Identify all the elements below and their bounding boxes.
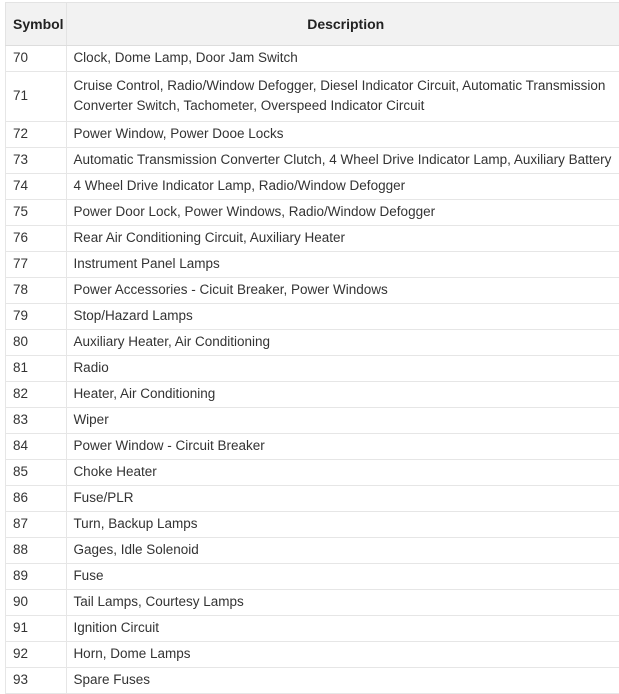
header-row: [6, 3, 619, 46]
table-row: [6, 200, 619, 226]
symbol-cell: 77: [6, 252, 67, 278]
symbol-cell: 84: [6, 434, 67, 460]
table-row: [6, 486, 619, 512]
symbol-cell: 90: [6, 590, 67, 616]
symbol-cell: 70: [6, 46, 67, 72]
table-row: [6, 226, 619, 252]
column-header-description: Description: [67, 3, 619, 46]
description-cell: Power Window, Power Dooe Locks: [67, 122, 619, 148]
table-row: [6, 304, 619, 330]
symbol-cell: 74: [6, 174, 67, 200]
table-row: [6, 278, 619, 304]
table-row: [6, 642, 619, 668]
symbol-cell: 89: [6, 564, 67, 590]
description-cell: Power Window - Circuit Breaker: [67, 434, 619, 460]
symbol-cell: 86: [6, 486, 67, 512]
description-cell: Cruise Control, Radio/Window Defogger, Diesel Indicator Circuit, Automatic Transmission Converter Switch, Tachometer, Overspeed Indicator Circuit: [67, 72, 619, 122]
table-row: [6, 356, 619, 382]
description-cell: Auxiliary Heater, Air Conditioning: [67, 330, 619, 356]
symbol-cell: 75: [6, 200, 67, 226]
symbol-cell: 79: [6, 304, 67, 330]
table-row: [6, 148, 619, 174]
table-row: [6, 382, 619, 408]
table-row: [6, 460, 619, 486]
symbol-cell: 91: [6, 616, 67, 642]
symbol-cell: 73: [6, 148, 67, 174]
table-row: [6, 174, 619, 200]
table-row: [6, 434, 619, 460]
symbol-cell: 76: [6, 226, 67, 252]
fuse-symbol-table: [5, 2, 619, 694]
description-cell: Fuse: [67, 564, 619, 590]
description-cell: Power Door Lock, Power Windows, Radio/Window Defogger: [67, 200, 619, 226]
description-cell: Ignition Circuit: [67, 616, 619, 642]
description-cell: Heater, Air Conditioning: [67, 382, 619, 408]
symbol-cell: 80: [6, 330, 67, 356]
table-row: [6, 538, 619, 564]
symbol-cell: 92: [6, 642, 67, 668]
table-row: [6, 330, 619, 356]
table-row: [6, 408, 619, 434]
symbol-cell: 82: [6, 382, 67, 408]
table-row: [6, 668, 619, 694]
description-cell: Rear Air Conditioning Circuit, Auxiliary Heater: [67, 226, 619, 252]
symbol-cell: 85: [6, 460, 67, 486]
symbol-cell: 93: [6, 668, 67, 694]
symbol-cell: 88: [6, 538, 67, 564]
table-row: [6, 122, 619, 148]
description-cell: Instrument Panel Lamps: [67, 252, 619, 278]
symbol-cell: 78: [6, 278, 67, 304]
symbol-cell: 81: [6, 356, 67, 382]
description-cell: Gages, Idle Solenoid: [67, 538, 619, 564]
table-header: [6, 3, 619, 46]
table-row: [6, 72, 619, 122]
description-cell: 4 Wheel Drive Indicator Lamp, Radio/Window Defogger: [67, 174, 619, 200]
symbol-cell: 87: [6, 512, 67, 538]
table-row: [6, 46, 619, 72]
description-cell: Power Accessories - Cicuit Breaker, Power Windows: [67, 278, 619, 304]
description-cell: Choke Heater: [67, 460, 619, 486]
column-header-symbol: Symbol: [6, 3, 67, 46]
description-cell: Fuse/PLR: [67, 486, 619, 512]
description-cell: Wiper: [67, 408, 619, 434]
symbol-cell: 72: [6, 122, 67, 148]
table-row: [6, 616, 619, 642]
symbol-cell: 83: [6, 408, 67, 434]
description-cell: Radio: [67, 356, 619, 382]
description-cell: Horn, Dome Lamps: [67, 642, 619, 668]
table-row: [6, 252, 619, 278]
description-cell: Stop/Hazard Lamps: [67, 304, 619, 330]
description-cell: Turn, Backup Lamps: [67, 512, 619, 538]
symbol-cell: 71: [6, 72, 67, 122]
description-cell: Tail Lamps, Courtesy Lamps: [67, 590, 619, 616]
description-cell: Automatic Transmission Converter Clutch, 4 Wheel Drive Indicator Lamp, Auxiliary Battery: [67, 148, 619, 174]
table-row: [6, 590, 619, 616]
table-body: [6, 46, 619, 694]
table-row: [6, 564, 619, 590]
table-row: [6, 512, 619, 538]
description-cell: Clock, Dome Lamp, Door Jam Switch: [67, 46, 619, 72]
description-cell: Spare Fuses: [67, 668, 619, 694]
